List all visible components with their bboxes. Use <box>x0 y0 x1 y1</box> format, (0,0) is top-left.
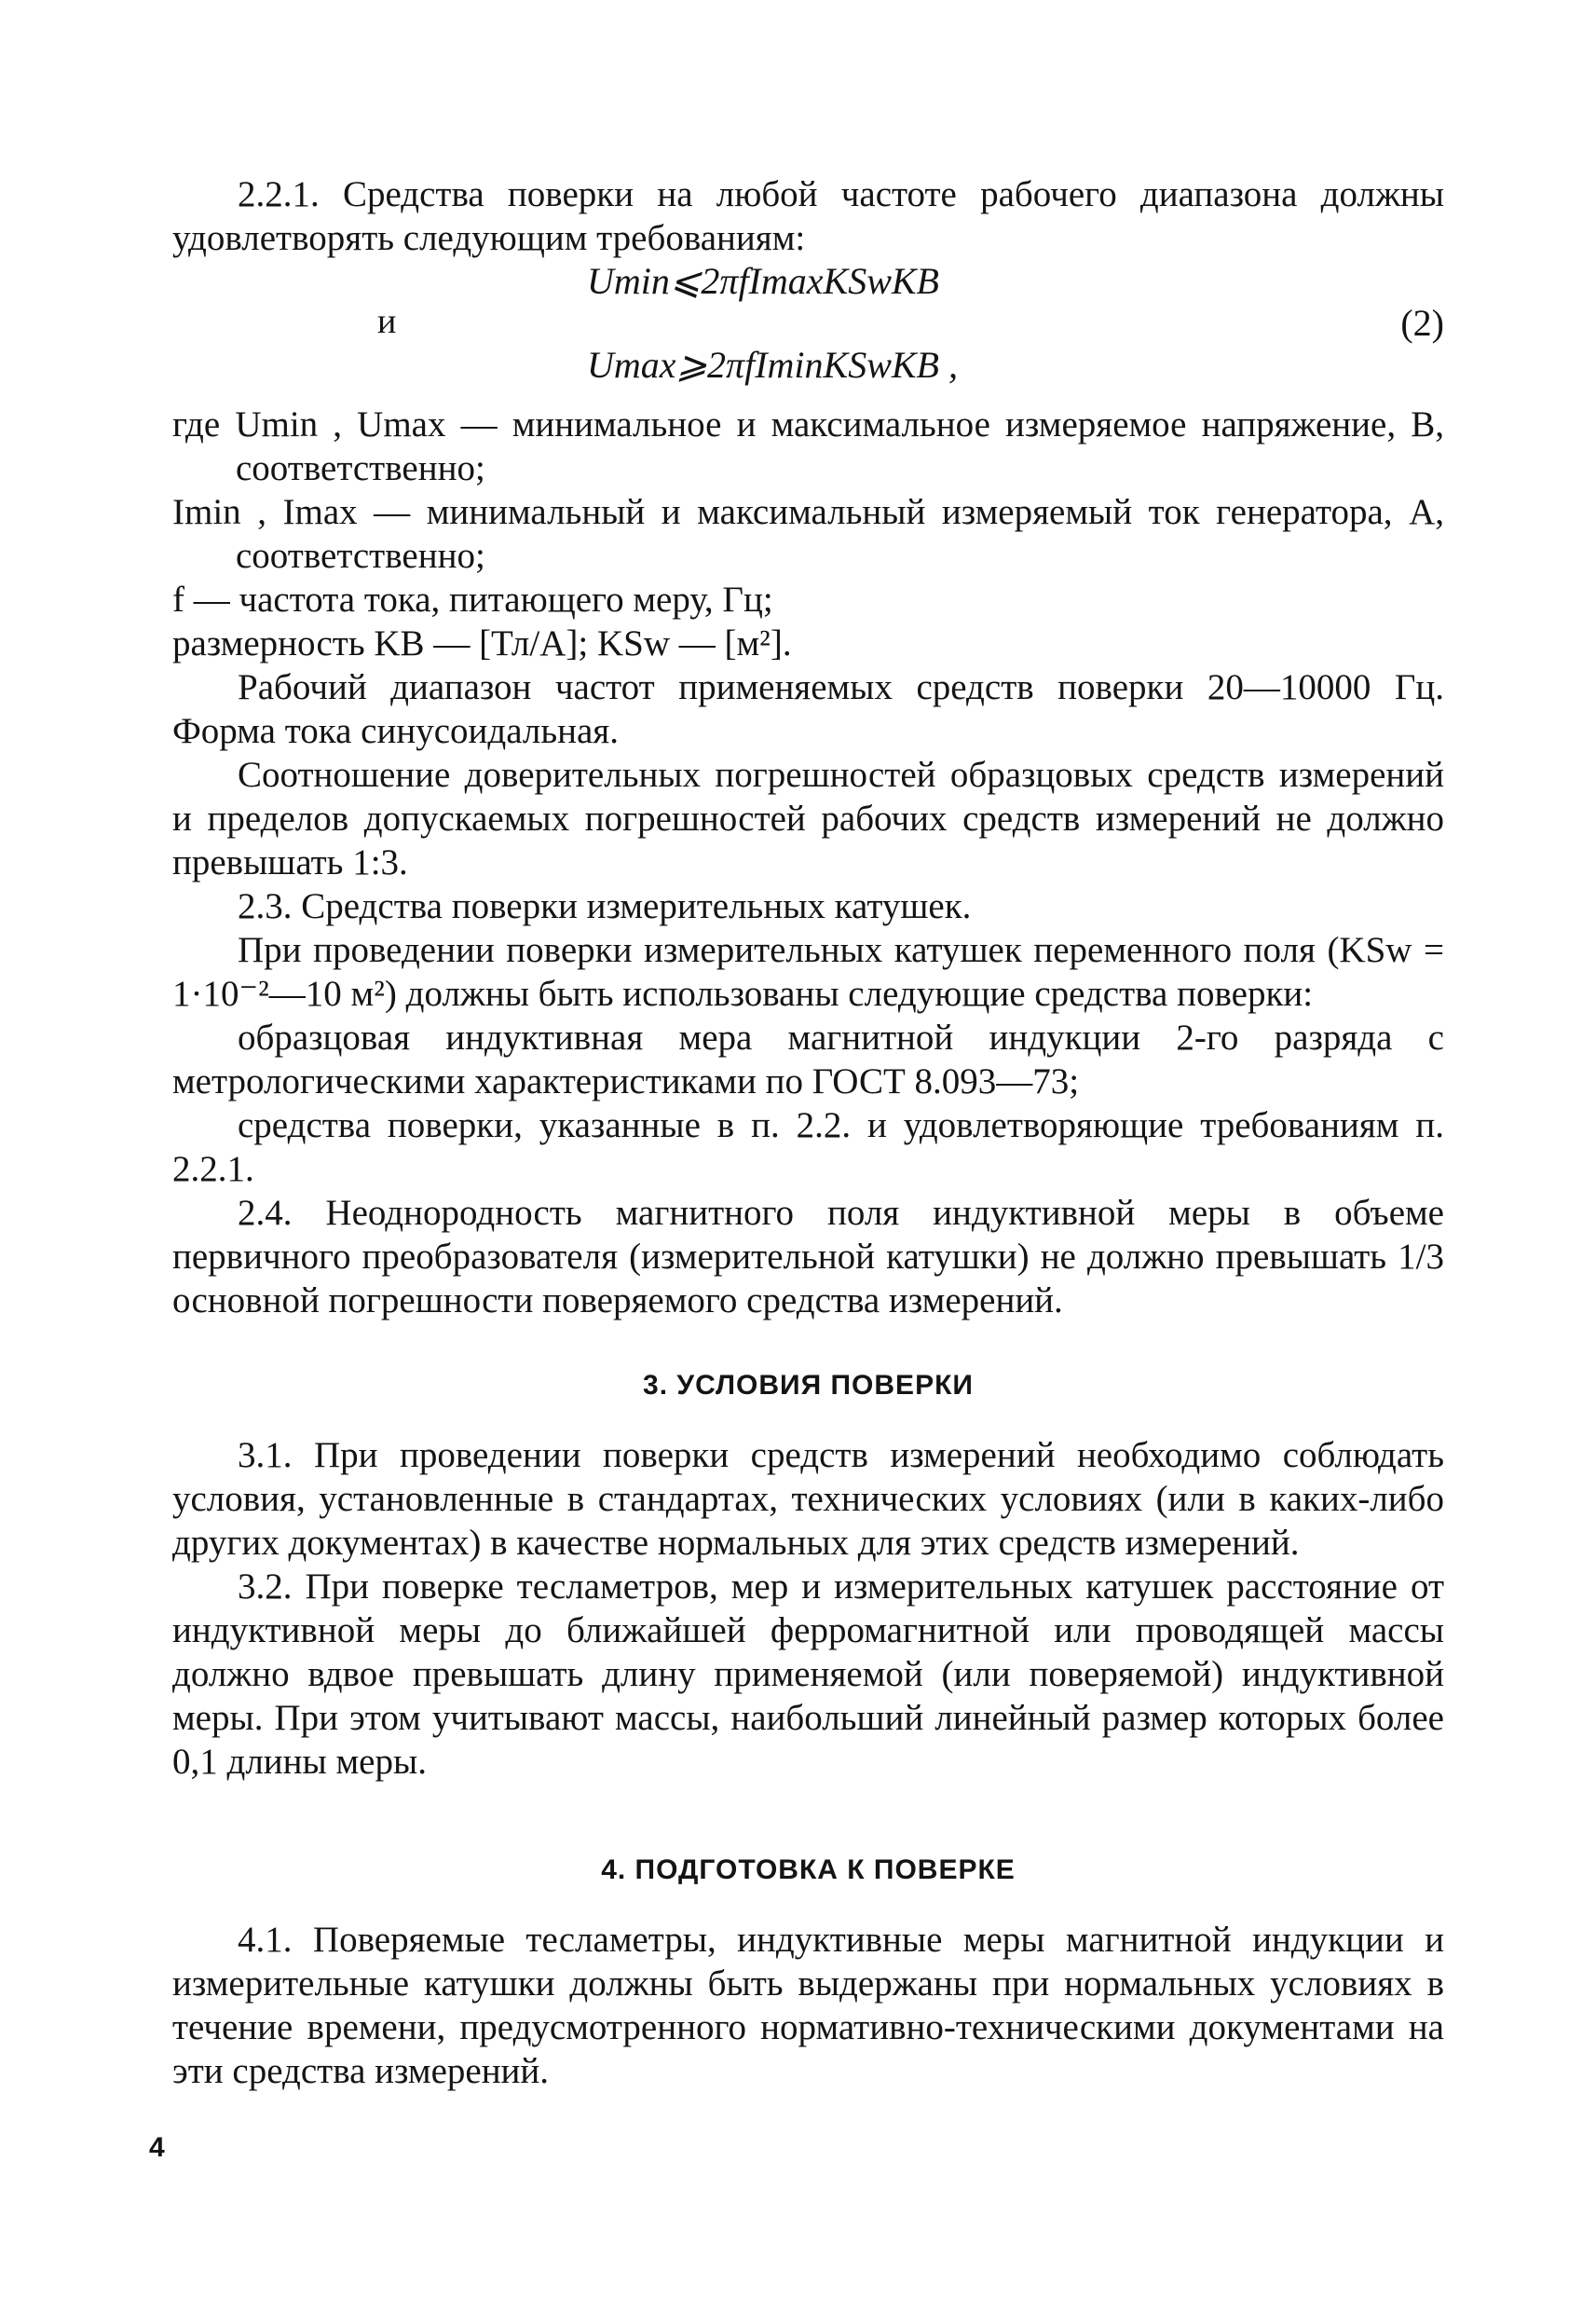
page-number: 4 <box>149 2132 165 2163</box>
paragraph-2-3-item-1: образцовая индуктивная мера магнитной индукции 2-го разряда с метрологическими характеристиками по ГОСТ 8.093—73; <box>172 1018 1444 1101</box>
definition-current: Imin , Imax — минимальный и максимальный измеряемый ток генератора, А, соответственно; <box>172 492 1444 576</box>
definition-dimensions: размерность KB — [Тл/А]; KSw — [м²]. <box>172 623 792 664</box>
paragraph-2-2-1: 2.2.1. Средства поверки на любой частоте рабочего диапазона должны удовлетворять следующим требованиям: <box>172 174 1444 258</box>
definition-frequency: f — частота тока, питающего меру, Гц; <box>172 580 773 620</box>
section-4-body <box>172 1918 1444 2093</box>
paragraph-3-1: 3.1. При проведении поверки средств измерений необходимо соблюдать условия, установленные в стандартах, технических условиях (или в каких-либо других документах) в качестве нормальных для этих средств измерений. <box>172 1435 1444 1563</box>
formula-umin: Umin⩽2πfImaxKSwKB <box>587 260 939 302</box>
section-2-body <box>172 403 1444 1322</box>
paragraph-2-3-item-2: средства поверки, указанные в п. 2.2. и удовлетворяющие требованиям п. 2.2.1. <box>172 1105 1444 1189</box>
paragraph-2-2-1-block <box>172 172 1444 260</box>
paragraph-2-3: 2.3. Средства поверки измерительных катушек. <box>238 886 972 926</box>
formula-umax: Umax⩾2πfIminKSwKB , <box>587 344 958 386</box>
section-4-heading: 4. ПОДГОТОВКА К ПОВЕРКЕ <box>601 1854 1016 1885</box>
section-3-body <box>172 1433 1444 1784</box>
paragraph-3-2: 3.2. При поверке тесламетров, мер и измерительных катушек расстояние от индуктивной меры до ближайшей ферромагнитной или проводящей массы должно вдвое превышать длину применяемой (или поверяемой) индуктивной меры. При этом учитывают массы, наибольший линейный размер которых более 0,1 длины меры. <box>172 1566 1444 1782</box>
paragraph-2-3-text: При проведении поверки измерительных катушек переменного поля (KSw = 1·10⁻²—10 м²) должны быть использованы следующие средства поверки: <box>172 930 1444 1014</box>
paragraph-4-1: 4.1. Поверяемые тесламетры, индуктивные меры магнитной индукции и измерительные катушки должны быть выдержаны при нормальных условиях в течение времени, предусмотренного нормативно-техническими документами на эти средства измерений. <box>172 1920 1444 2091</box>
paragraph-2-4: 2.4. Неоднородность магнитного поля индуктивной меры в объеме первичного преобразователя (измерительной катушки) не должно превышать 1/3 основной погрешности поверяемого средства измерений. <box>172 1193 1444 1320</box>
section-3-heading: 3. УСЛОВИЯ ПОВЕРКИ <box>643 1370 974 1401</box>
paragraph-frequency-range: Рабочий диапазон частот применяемых средств поверки 20—10000 Гц. Форма тока синусоидальная. <box>172 667 1444 751</box>
formula-conjunction: и <box>377 302 397 341</box>
formula-block-2 <box>172 259 1444 408</box>
paragraph-error-ratio: Соотношение доверительных погрешностей образцовых средств измерений и пределов допускаемых погрешностей рабочих средств измерений не должно превышать 1:3. <box>172 755 1444 882</box>
definition-voltage: где Umin , Umax — минимальное и максимальное измеряемое напряжение, В, соответственно; <box>172 404 1444 488</box>
formula-number: (2) <box>1400 302 1444 344</box>
